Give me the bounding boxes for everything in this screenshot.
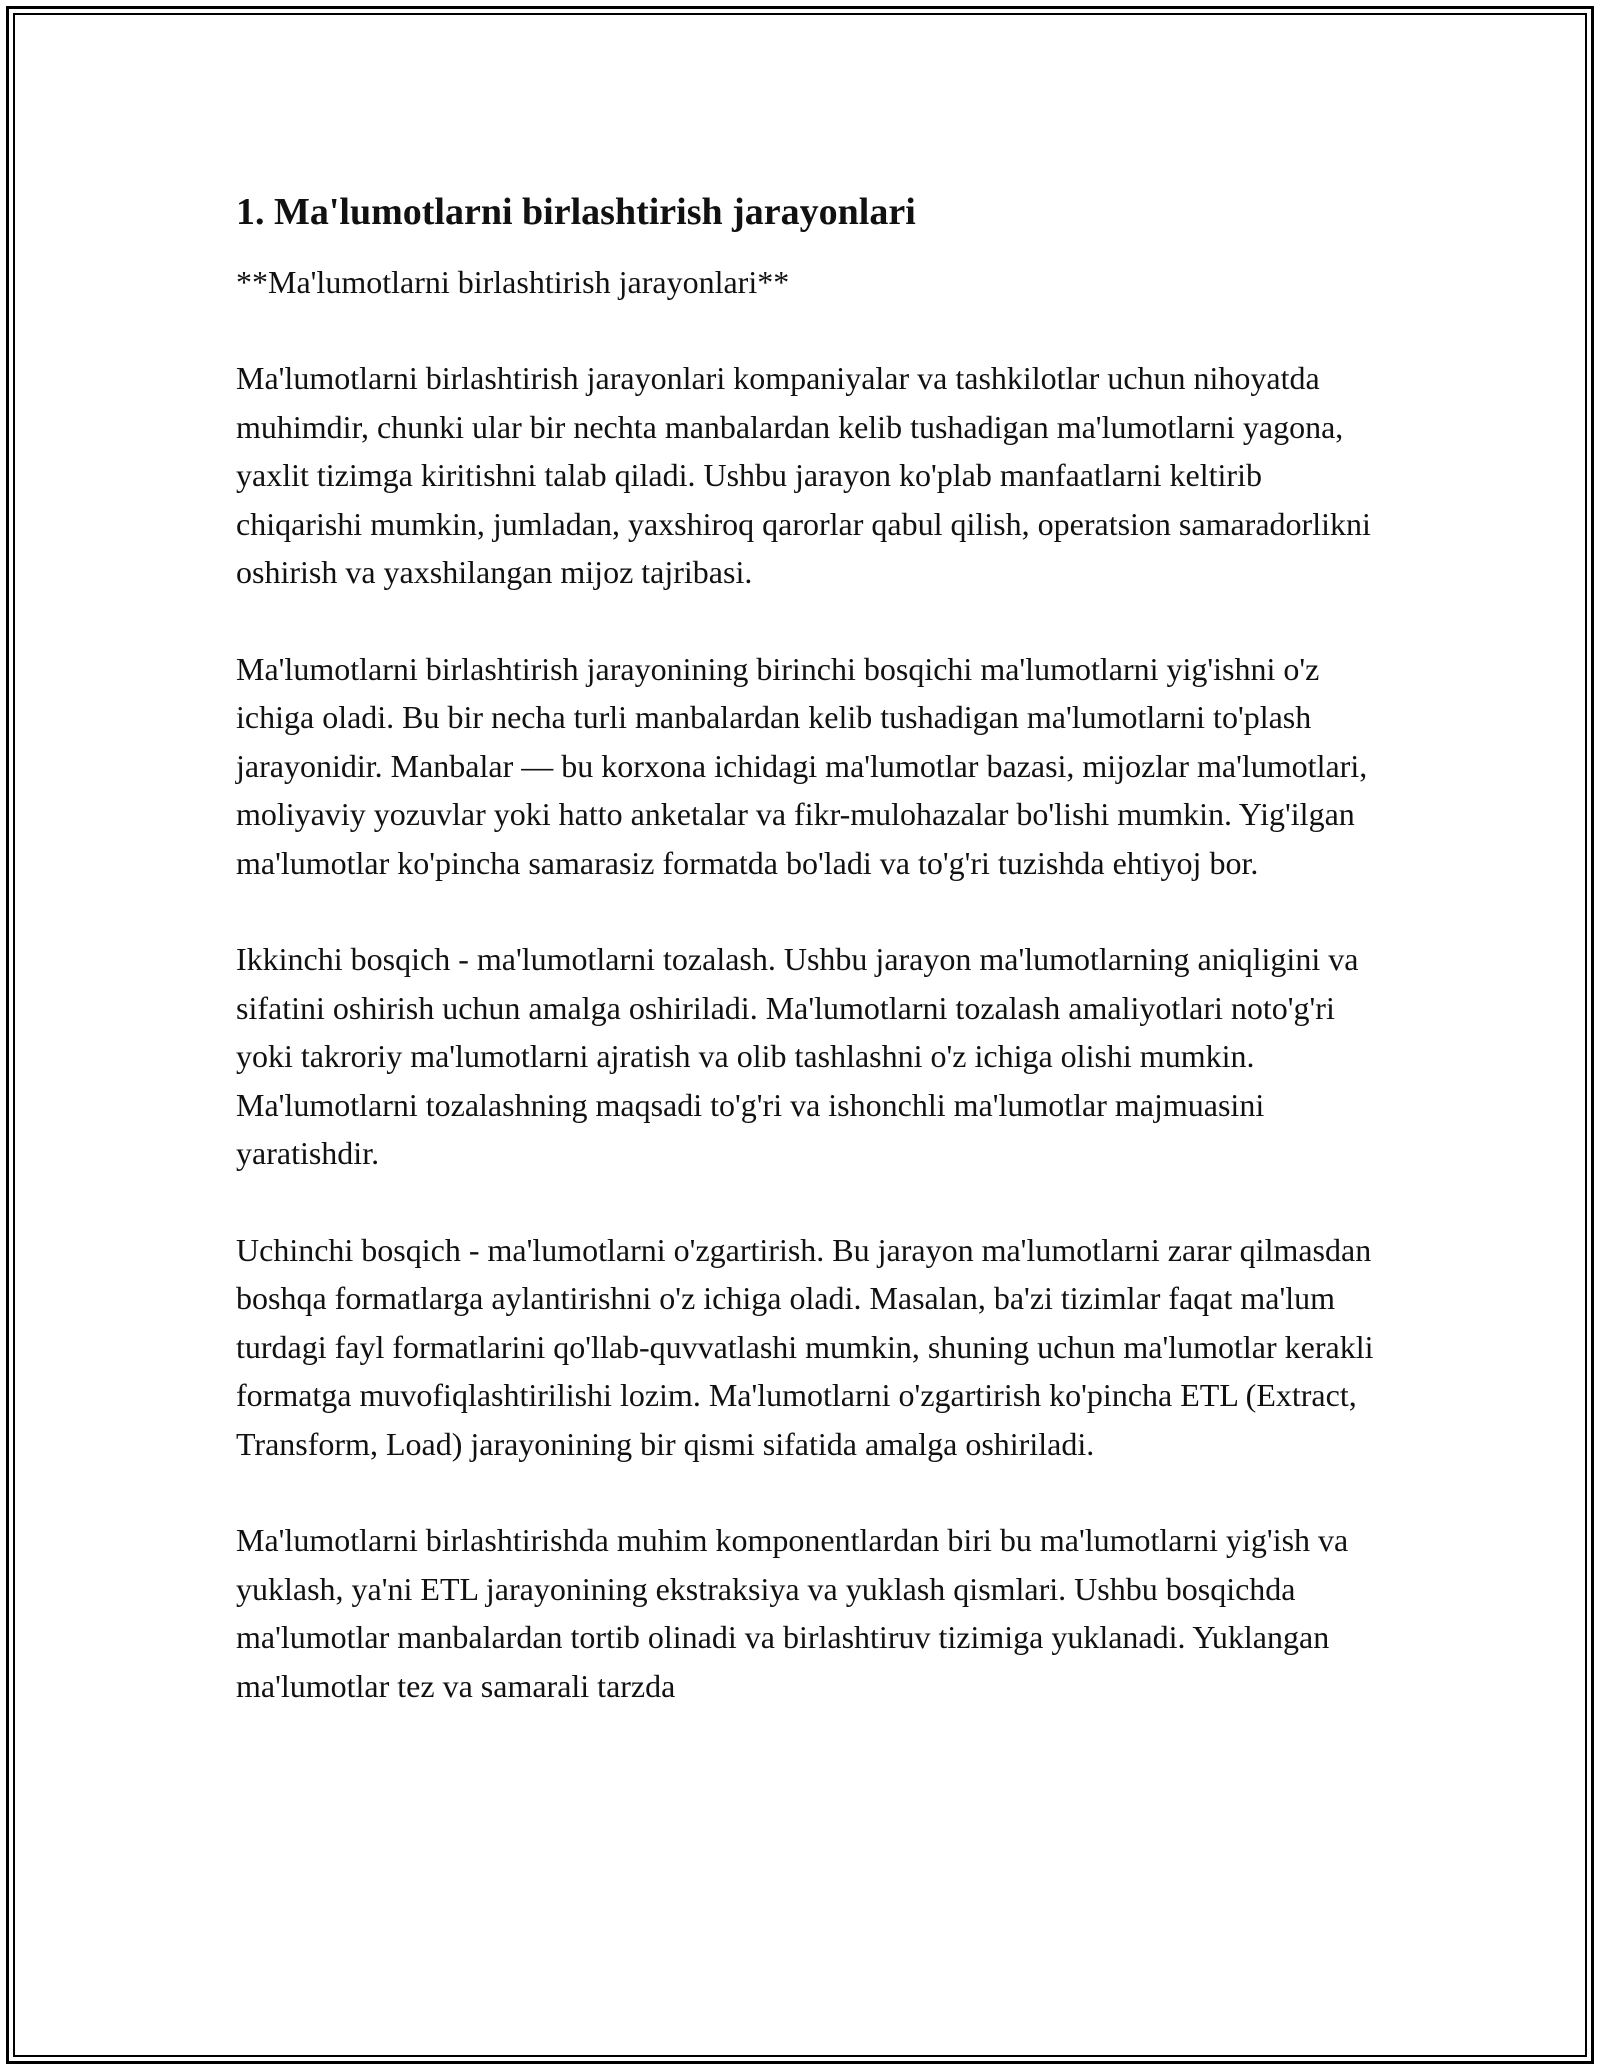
- paragraph-stage-two: Ikkinchi bosqich - ma'lumotlarni tozalash. Ushbu jarayon ma'lumotlarning aniqligini va sifatini oshirish uchun amalga oshiriladi. Ma'lumotlarni tozalash amaliyotlari noto'g'ri yoki takroriy ma'lumotlarni ajratish va olib tashlashni o'z ichiga olishi mumkin. Ma'lumotlarni tozalashning maqsadi to'g'ri va ishonchli ma'lumotlar majmuasini yaratishdir.: [236, 941, 1359, 1171]
- paragraph-etl-loading: Ma'lumotlarni birlashtirishda muhim komponentlardan biri bu ma'lumotlarni yig'ish va yuklash, ya'ni ETL jarayonining ekstraksiya va yuklash qismlari. Ushbu bosqichda ma'lumotlar manbalardan tortib olinadi va birlashtiruv tizimiga yuklanadi. Yuklangan ma'lumotlar tez va samarali tarzda: [236, 1522, 1349, 1704]
- paragraph-stage-one: Ma'lumotlarni birlashtirish jarayonining birinchi bosqichi ma'lumotlarni yig'ishni o'z ichiga oladi. Bu bir necha turli manbalardan kelib tushadigan ma'lumotlarni to'plash jarayonidir. Manbalar — bu korxona ichidagi ma'lumotlar bazasi, mijozlar ma'lumotlari, moliyaviy yozuvlar yoki hatto anketalar va fikr-mulohazalar bo'lishi mumkin. Yig'ilgan ma'lumotlar ko'pincha samarasiz formatda bo'ladi va to'g'ri tuzishda ehtiyoj bor.: [236, 650, 1368, 881]
- document-body: [236, 188, 1376, 1758]
- section-subtitle: **Ma'lumotlarni birlashtirish jarayonlari**: [236, 264, 790, 300]
- page-title: 1. Ma'lumotlarni birlashtirish jarayonlari: [236, 191, 916, 233]
- paragraph-stage-three: Uchinchi bosqich - ma'lumotlarni o'zgartirish. Bu jarayon ma'lumotlarni zarar qilmasdan boshqa formatlarga aylantirishni o'z ichiga oladi. Masalan, ba'zi tizimlar faqat ma'lum turdagi fayl formatlarini qo'llab-quvvatlashi mumkin, shuning uchun ma'lumotlar kerakli formatga muvofiqlashtirilishi lozim. Ma'lumotlarni o'zgartirish ko'pincha ETL (Extract, Transform, Load) jarayonining bir qismi sifatida amalga oshiriladi.: [236, 1231, 1374, 1462]
- paragraph-intro: Ma'lumotlarni birlashtirish jarayonlari kompaniyalar va tashkilotlar uchun nihoyatda muhimdir, chunki ular bir nechta manbalardan kelib tushadigan ma'lumotlarni yagona, yaxlit tizimga kiritishni talab qiladi. Ushbu jarayon ko'plab manfaatlarni keltirib chiqarishi mumkin, jumladan, yaxshiroq qarorlar qabul qilish, operatsion samaradorlikni oshirish va yaxshilangan mijoz tajribasi.: [236, 360, 1371, 590]
